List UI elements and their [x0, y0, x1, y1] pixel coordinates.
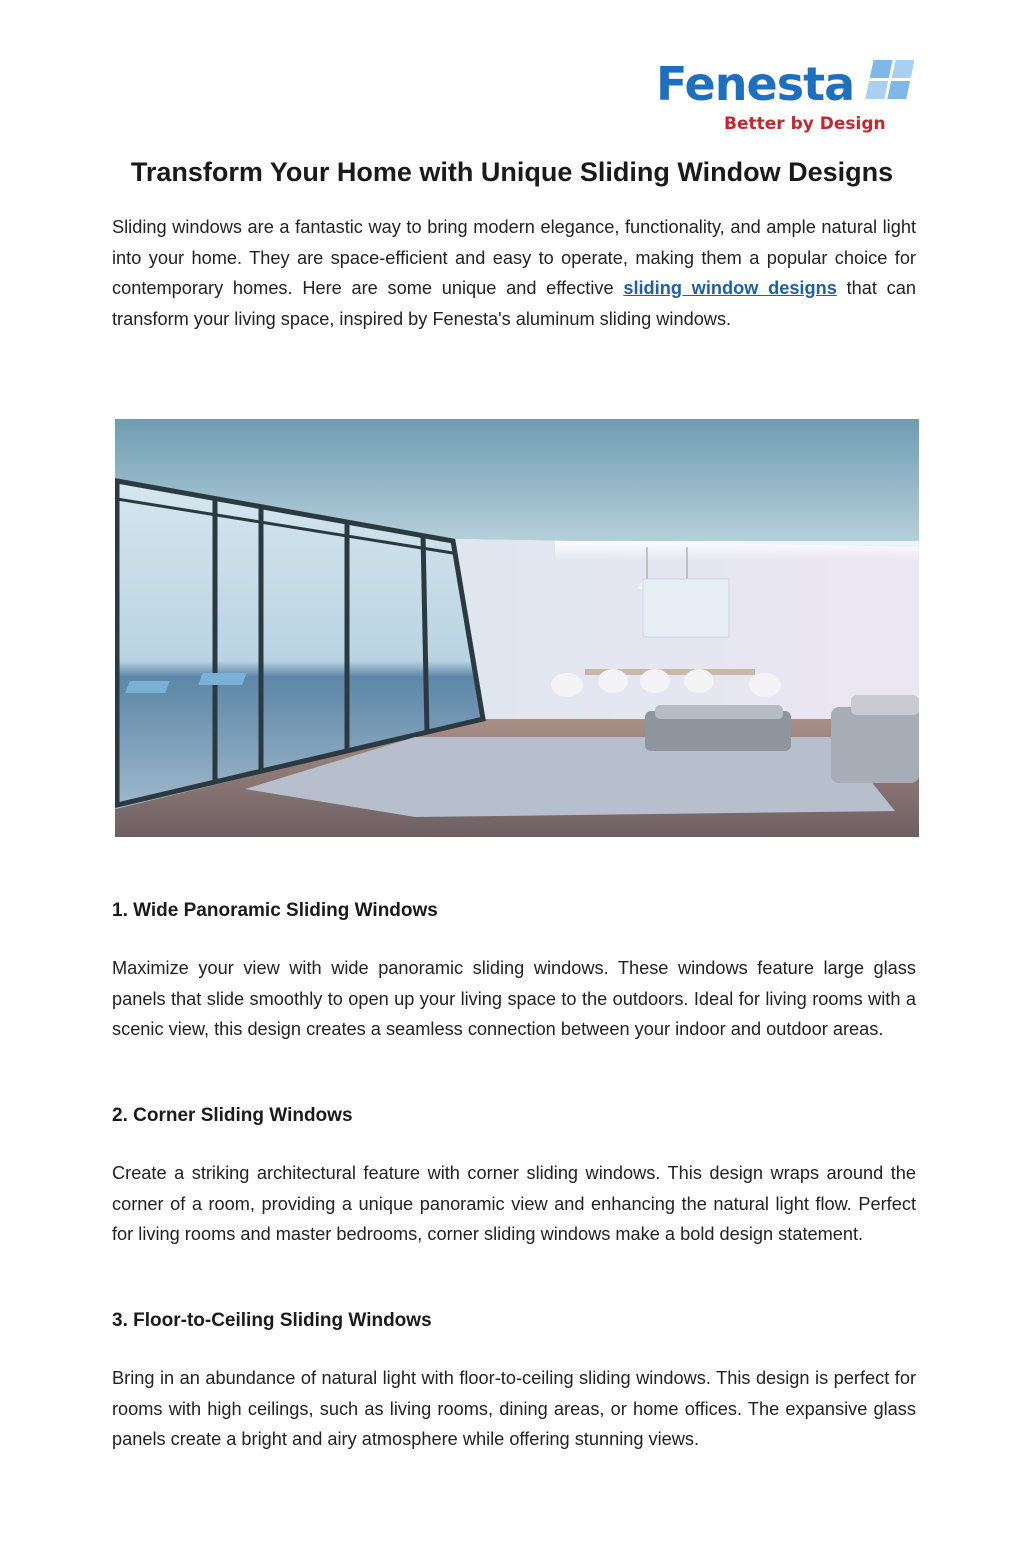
- page-title: Transform Your Home with Unique Sliding Window Designs: [130, 157, 894, 187]
- logo-tagline: Better by Design: [724, 114, 886, 134]
- logo-wordmark: Fenesta: [656, 57, 855, 111]
- section-2-heading: 2. Corner Sliding Windows: [112, 1105, 353, 1126]
- section-3-body: Bring in an abundance of natural light with floor-to-ceiling sliding windows. This design is perfect for rooms with high ceilings, such as living rooms, dining areas, or home offices. The expansive glass panels create a bright and airy atmosphere while offering stunning views.: [112, 1368, 916, 1449]
- section-1-body: Maximize your view with wide panoramic sliding windows. These windows feature large glass panels that slide smoothly to open up your living space to the outdoors. Ideal for living rooms with a scenic view, this design creates a seamless connection between your indoor and outdoor areas.: [112, 958, 916, 1039]
- living-room-photo-illustration: [115, 419, 919, 837]
- intro-paragraph: [112, 212, 916, 334]
- hero-image: [115, 419, 919, 837]
- window-cross-icon: [862, 58, 914, 102]
- section-2-body: Create a striking architectural feature with corner sliding windows. This design wraps around the corner of a room, providing a unique panoramic view and enhancing the natural light flow. Perfect for living rooms and master bedrooms, corner sliding windows make a bold design statement.: [112, 1163, 916, 1244]
- fenesta-logo: [652, 56, 920, 140]
- section-3-heading: 3. Floor-to-Ceiling Sliding Windows: [112, 1310, 432, 1331]
- intro-text-after-link: that can transform your living space, inspired by Fenesta's aluminum sliding windows.: [112, 278, 916, 329]
- intro-text-before-link: Sliding windows are a fantastic way to bring modern elegance, functionality, and ample natural light into your home. They are space-efficient and easy to operate, making them a popular choice for contemporary homes. Here are some unique and effective: [112, 217, 916, 298]
- section-1-heading: 1. Wide Panoramic Sliding Windows: [112, 900, 438, 921]
- sliding-window-designs-link[interactable]: sliding window designs: [623, 278, 837, 298]
